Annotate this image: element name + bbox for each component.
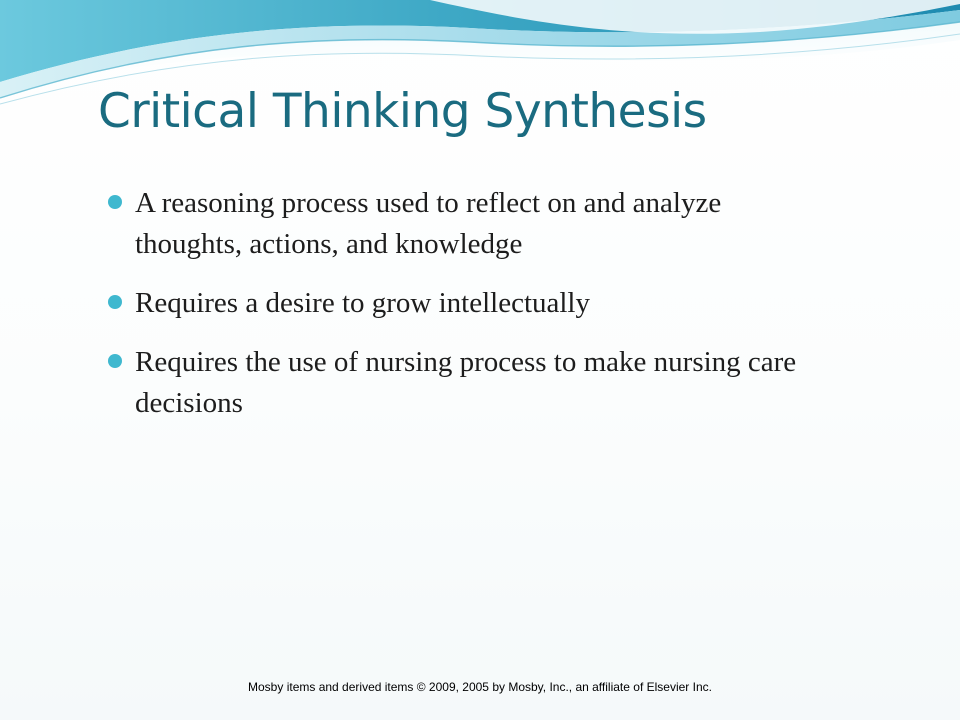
slide-title: Critical Thinking Synthesis [98,84,707,139]
bullet-list [105,183,805,442]
bullet-dot-icon [108,195,122,209]
bullet-dot-icon [108,354,122,368]
bullet-item [105,283,805,324]
bullet-dot-icon [108,295,122,309]
bullet-item [105,342,805,424]
bullet-text: Requires a desire to grow intellectually [135,287,590,319]
bullet-text: A reasoning process used to reflect on and analyze thoughts, actions, and knowledge [135,187,722,260]
bullet-text: Requires the use of nursing process to make nursing care decisions [135,346,797,419]
bullet-item [105,183,805,265]
copyright-footer: Mosby items and derived items © 2009, 2005 by Mosby, Inc., an affiliate of Elsevier Inc. [248,680,712,694]
